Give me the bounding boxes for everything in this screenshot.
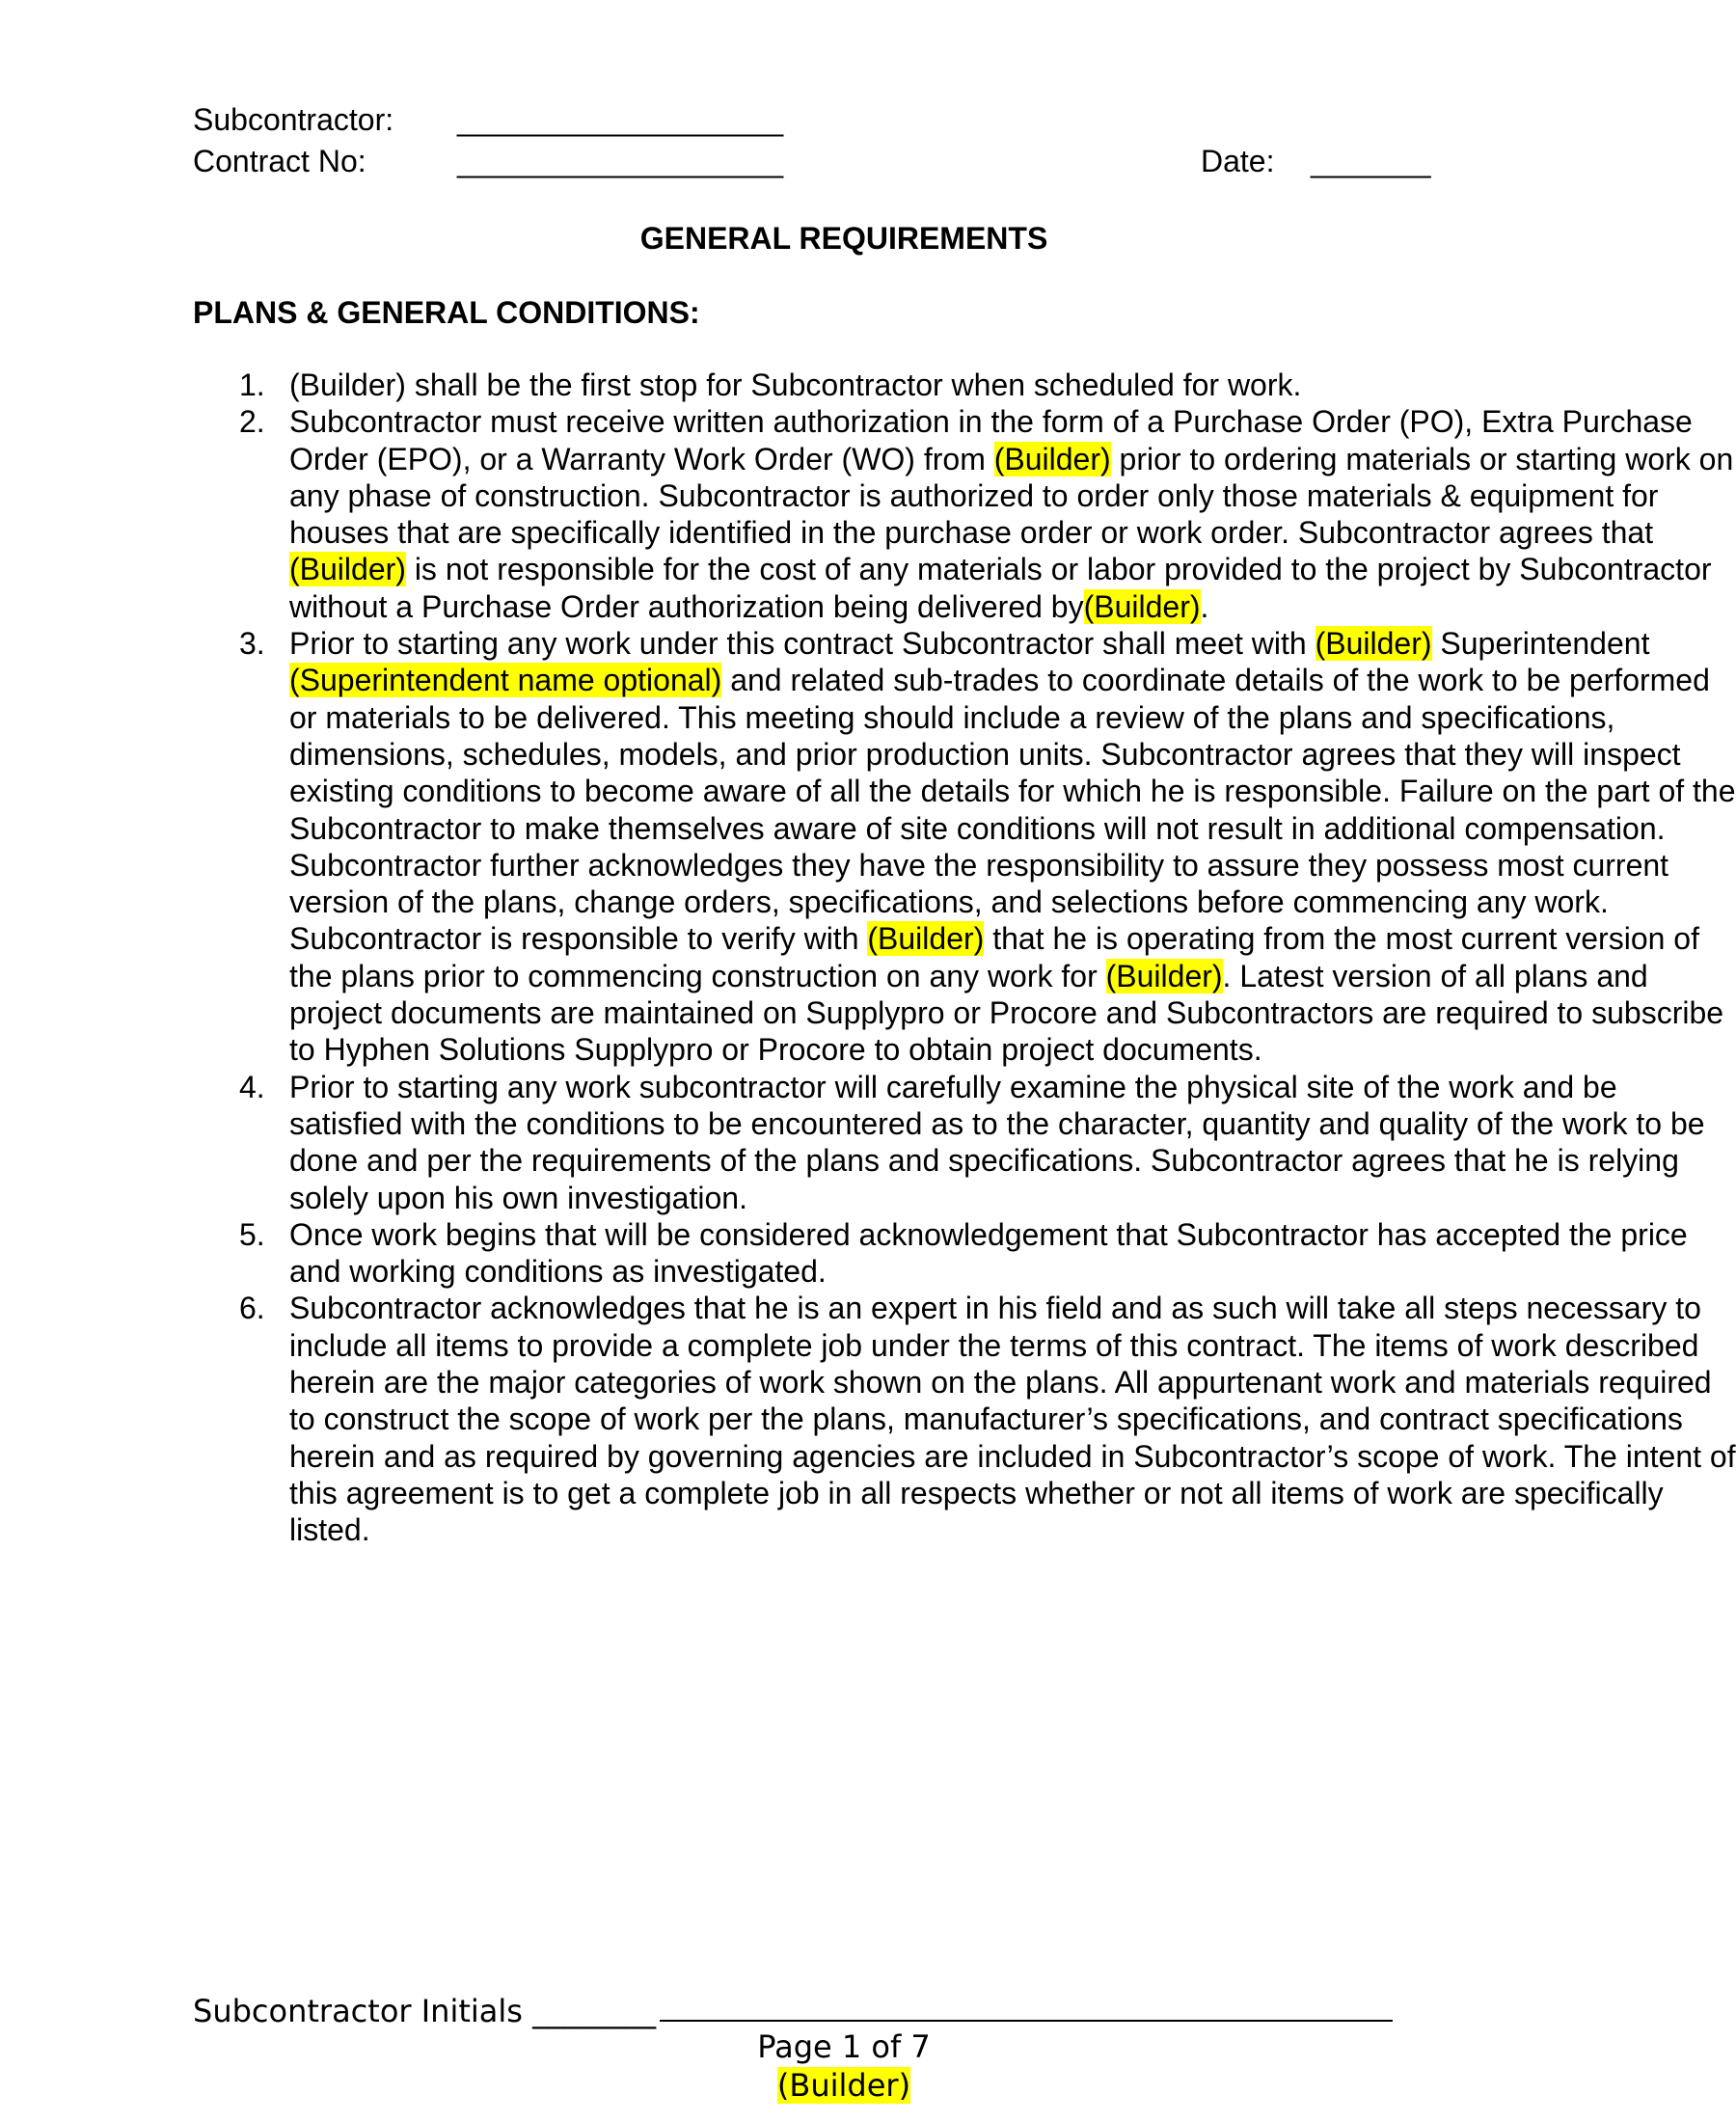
page-number: Page 1 of 7 [757,2028,931,2065]
footer-builder-wrap [0,2066,1688,2105]
list-item-text: Subcontractor must receive written authorization in the form of a Purchase Order (PO), Extra Purchase Order (EPO), or a Warranty Work Order (WO) from [289,404,1693,476]
list-item-text: (Builder) shall be the first stop for Subcontractor when scheduled for work. [289,367,1302,402]
list-item-number: 2. [239,404,265,440]
list-item-text: that he is operating from the most current version of the plans prior to commencing construction on any work for [289,921,1699,993]
highlighted-placeholder: (Superintendent name optional) [289,663,722,698]
list-item-text: and related sub-trades to coordinate details of the work to be performed or materials to be delivered. This meeting should include a review of the plans and specifications, dimensions, schedules, models, and prior production units. Subcontractor agrees that they will inspect existing conditions to become aware of all the details for which he is responsible. Failure on the part of the Subcontractor to make themselves aware of site conditions will not result in additional compensation. Subcontractor further acknowledges they have the responsibility to assure they possess most current version of the plans, change orders, specifications, and selections before commencing any work. Subcontractor is responsible to verify with [289,663,1736,957]
footer-builder: (Builder) [776,2067,911,2104]
list-item-number: 5. [239,1216,265,1252]
list-item [239,1290,1736,1548]
list-item-text: . [1200,588,1209,624]
footer-initials [193,1987,1393,2030]
subcontractor-label: Subcontractor: [193,102,394,137]
highlighted-placeholder: (Builder) [289,552,406,587]
list-item-text: Prior to starting any work under this contract Subcontractor shall meet with [289,626,1316,662]
list-item-number: 4. [239,1069,265,1104]
page-title: GENERAL REQUIREMENTS [639,221,1048,256]
list-item-text: Subcontractor acknowledges that he is an expert in his field and as such will take all steps necessary to include all items to provide a complete job under the terms of this contract. The items of work described herein are the major categories of work shown on the plans. All appurtenant work and materials required to construct the scope of work per the plans, manufacturer’s specifications, and contract specifications herein and as required by governing agencies are included in Subcontractor’s scope of work. The intent of this agreement is to get a complete job in all respects whether or not all items of work are specifically listed. [289,1291,1736,1548]
highlighted-placeholder: (Builder) [867,921,985,957]
initials-label: Subcontractor Initials ________ [193,1993,657,2029]
list-item-text: . Latest version of all plans and project documents are maintained on Supplypro or Procore and Subcontractors are required to subscribe to Hyphen Solutions Supplypro or Procore to obtain project documents. [289,958,1724,1068]
list-item-text: Prior to starting any work subcontractor will carefully examine the physical site of the work and be satisfied with the conditions to be encountered as to the character, quantity and quality of the work to be done and per the requirements of the plans and specifications. Subcontractor agrees that he is relying solely upon his own investigation. [289,1069,1705,1215]
list-item [239,367,1736,403]
list-item [239,625,1736,1069]
subcontractor-blank: ___________________ [457,102,784,137]
list-item-number: 3. [239,626,265,662]
list-item-number: 1. [239,367,265,402]
date-blank: _______ [1311,144,1431,178]
initials-line [660,1987,1393,2022]
list-item-text: is not responsible for the cost of any materials or labor provided to the project by Subcontractor without a Purchase Order authorization being delivered by [289,552,1712,624]
date-row [1201,142,1431,180]
highlighted-placeholder: (Builder) [1083,588,1201,624]
requirements-list [0,367,1736,1549]
section-heading: PLANS & GENERAL CONDITIONS: [193,295,700,330]
highlighted-placeholder: (Builder) [1315,626,1432,662]
contract-row [193,142,783,180]
list-item-number: 6. [239,1291,265,1326]
contract-blank: ___________________ [457,144,784,178]
highlighted-placeholder: (Builder) [1105,958,1223,993]
date-label: Date: [1201,144,1275,178]
highlighted-placeholder: (Builder) [993,441,1111,476]
contract-label: Contract No: [193,144,366,178]
list-item-text: Superintendent [1431,626,1650,662]
list-item [239,1216,1736,1291]
list-item-text: Once work begins that will be considered acknowledgement that Subcontractor has accepted the price and working conditions as investigated. [289,1216,1688,1290]
list-item-text: prior to ordering materials or starting work on any phase of construction. Subcontractor is authorized to order only those materials & equipment for houses that are specifically identified in the purchase order or work order. Subcontractor agrees that [289,441,1734,551]
list-item [239,1069,1736,1216]
subcontractor-row [193,100,783,139]
list-item [239,403,1736,625]
